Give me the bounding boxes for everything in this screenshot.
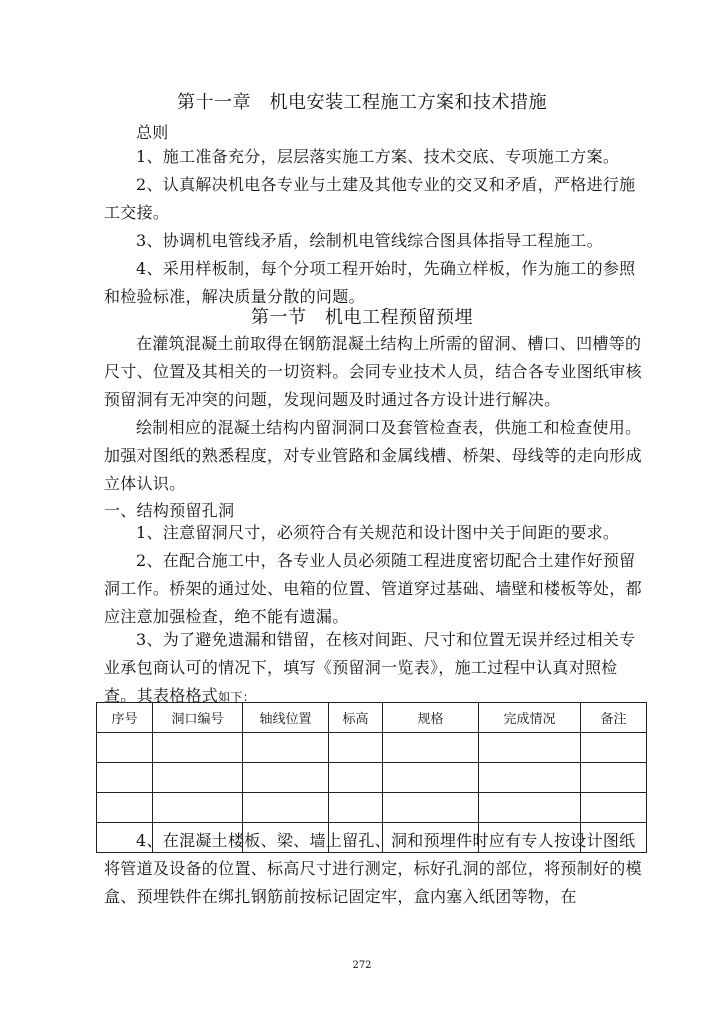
table-cell bbox=[329, 793, 383, 823]
table-header: 轴线位置 bbox=[243, 703, 329, 733]
table-cell bbox=[97, 733, 153, 763]
table-cell bbox=[153, 763, 243, 793]
table-header: 规格 bbox=[383, 703, 479, 733]
section-paragraph: 绘制相应的混凝土结构内留洞洞口及套管检查表，供施工和检查使用。加强对图纸的熟悉程度，对专业管路和金属线槽、桥架、母线等的走向形成立体认识。 bbox=[104, 418, 642, 493]
subsection-item-text: 3、为了避免遗漏和错留，在核对间距、尺寸和位置无误并经过相关专业承包商认可的情况下，填写《预留洞一览表》，施工过程中认真对照检查。其表格格式 bbox=[104, 630, 636, 705]
table-header-row bbox=[97, 703, 647, 733]
table-cell bbox=[329, 733, 383, 763]
subsection-title: 一、结构预留孔洞 bbox=[104, 501, 235, 520]
subsection-item: 2、在配合施工中，各专业人员必须随工程进度密切配合土建作好预留洞工作。桥架的通过处、电箱的位置、管道穿过基础、墙壁和楼板等处，都应注意加强检查，绝不能有遗漏。 bbox=[104, 551, 642, 626]
table-cell bbox=[383, 763, 479, 793]
table-cell bbox=[581, 793, 647, 823]
table-header: 备注 bbox=[581, 703, 647, 733]
table-cell bbox=[479, 733, 581, 763]
subsection-item bbox=[104, 626, 644, 711]
general-item: 4、采用样板制，每个分项工程开始时，先确立样板，作为施工的参照和检验标准，解决质量分散的问题。 bbox=[104, 259, 636, 306]
table-header: 完成情况 bbox=[479, 703, 581, 733]
table-cell bbox=[243, 733, 329, 763]
general-item: 2、认真解决机电各专业与土建及其他专业的交叉和矛盾，严格进行施工交接。 bbox=[104, 175, 636, 222]
table-cell bbox=[97, 793, 153, 823]
table-cell bbox=[329, 763, 383, 793]
table-cell bbox=[383, 793, 479, 823]
table-cell bbox=[479, 763, 581, 793]
table-header: 洞口编号 bbox=[153, 703, 243, 733]
table-cell bbox=[479, 793, 581, 823]
table-cell bbox=[243, 793, 329, 823]
subsection-item: 1、注意留洞尺寸，必须符合有关规范和设计图中关于间距的要求。 bbox=[136, 523, 620, 542]
table-row bbox=[97, 763, 647, 793]
table-row bbox=[97, 733, 647, 763]
table-cell bbox=[383, 733, 479, 763]
general-item: 3、协调机电管线矛盾，绘制机电管线综合图具体指导工程施工。 bbox=[136, 231, 603, 250]
table-row bbox=[97, 793, 647, 823]
table-cell bbox=[581, 733, 647, 763]
chapter-title: 第十一章 机电安装工程施工方案和技术措施 bbox=[177, 92, 547, 113]
table-cell bbox=[581, 763, 647, 793]
table-cell bbox=[153, 793, 243, 823]
table-format-suffix: 如下： bbox=[218, 690, 256, 704]
table-header: 标高 bbox=[329, 703, 383, 733]
table-cell bbox=[97, 763, 153, 793]
closing-paragraph: 4、在混凝土楼板、梁、墙上留孔、洞和预埋件时应有专人按设计图纸将管道及设备的位置、标高尺寸进行测定，标好孔洞的部位，将预制好的模盒、预埋铁件在绑扎钢筋前按标记固定牢，盒内塞入纸团等物，在 bbox=[104, 831, 642, 906]
table-cell bbox=[153, 733, 243, 763]
page-number: 272 bbox=[352, 960, 372, 971]
table-cell bbox=[243, 763, 329, 793]
section-title: 第一节 机电工程预留预埋 bbox=[251, 307, 473, 328]
general-item: 1、施工准备充分，层层落实施工方案、技术交底、专项施工方案。 bbox=[136, 147, 620, 166]
general-heading: 总则 bbox=[136, 123, 169, 142]
section-paragraph: 在灌筑混凝土前取得在钢筋混凝土结构上所需的留洞、槽口、凹槽等的尺寸、位置及其相关的一切资料。会同专业技术人员，结合各专业图纸审核预留洞有无冲突的问题，发现问题及时通过各方设计进行解决。 bbox=[104, 334, 642, 409]
table-header: 序号 bbox=[97, 703, 153, 733]
